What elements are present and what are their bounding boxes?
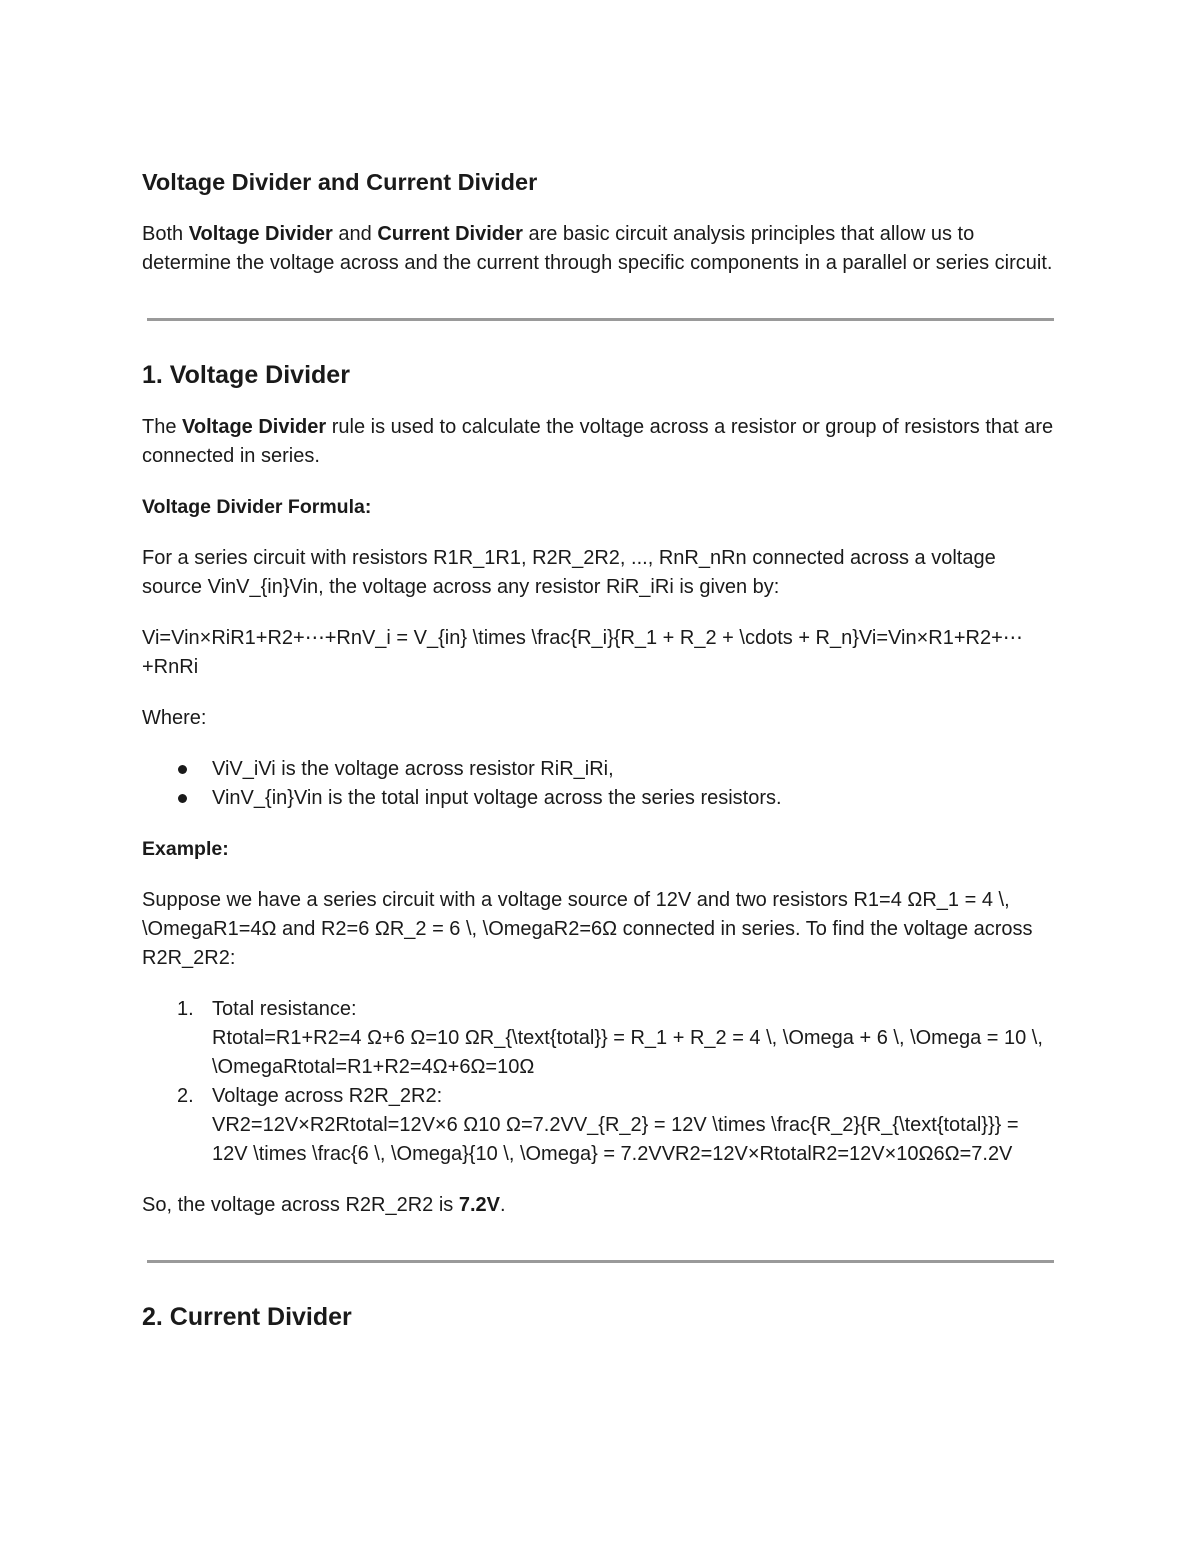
intro-text: are basic circuit analysis principles that allow us to determine the voltage across and the current through specific components in a parallel or series circuit. <box>142 223 1053 274</box>
list-item <box>142 995 1057 1082</box>
formula-intro: For a series circuit with resistors R1R_1R1, R2R_2R2, ..., RnR_nRn connected across a voltage source VinV_{in}Vin, the voltage across any resistor RiR_iRi is given by: <box>142 547 996 598</box>
example-steps <box>142 995 1057 1169</box>
section-heading-current-divider: 2. Current Divider <box>142 1303 352 1331</box>
intro-paragraph <box>142 220 1057 278</box>
step-label: Total resistance: <box>212 998 357 1020</box>
list-item <box>142 1082 1057 1169</box>
voltage-divider-description <box>142 413 1057 471</box>
desc-text: rule is used to calculate the voltage across a resistor or group of resistors that are connected in series. <box>142 416 1054 467</box>
step-detail: VR2=12V×R2Rtotal=12V×6 Ω10 Ω=7.2VV_{R_2} = 12V \times \frac{R_2}{R_{\text{total}}} = 12V \times \frac{6 \, \Omega}{10 \, \Omega} = 7.2VVR2=12V×RtotalR2=12V×10Ω6Ω=7.2V <box>212 1114 1019 1165</box>
step-number: 1. <box>177 998 194 1020</box>
conclusion-paragraph <box>142 1191 1057 1220</box>
bullet-icon <box>178 765 187 774</box>
formula-text: Vi=Vin×RiR1+R2+⋯+RnV_i = V_{in} \times \frac{R_i}{R_1 + R_2 + \cdots + R_n}Vi=Vin×R1+R2+⋯+RnRi <box>142 627 1023 678</box>
where-label: Where: <box>142 707 207 729</box>
desc-bold-voltage-divider: Voltage Divider <box>182 416 327 438</box>
list-item <box>142 784 1057 813</box>
document-page <box>142 166 1057 1355</box>
list-item-text: VinV_{in}Vin is the total input voltage across the series resistors. <box>212 787 782 809</box>
list-item-text: ViV_iVi is the voltage across resistor RiR_iRi, <box>212 758 614 780</box>
step-label: Voltage across R2R_2R2: <box>212 1085 443 1107</box>
step-number: 2. <box>177 1085 194 1107</box>
conclusion-bold-value: 7.2V <box>458 1194 500 1216</box>
bullet-icon <box>178 794 187 803</box>
example-heading: Example: <box>142 838 229 860</box>
step-detail: Rtotal=R1+R2=4 Ω+6 Ω=10 ΩR_{\text{total}} = R_1 + R_2 = 4 \, \Omega + 6 \, \Omega = 10 \, \OmegaRtotal=R1+R2=4Ω+6Ω=10Ω <box>212 1027 1043 1078</box>
document-title: Voltage Divider and Current Divider <box>142 169 538 195</box>
section-heading-voltage-divider: 1. Voltage Divider <box>142 361 350 389</box>
intro-bold-current-divider: Current Divider <box>377 223 523 245</box>
definition-list <box>142 755 1057 813</box>
intro-text: Both <box>142 223 189 245</box>
conclusion-text: . <box>499 1194 506 1216</box>
formula-heading: Voltage Divider Formula: <box>142 496 372 518</box>
desc-text: The <box>142 416 183 438</box>
example-text: Suppose we have a series circuit with a voltage source of 12V and two resistors R1=4 ΩR_1 = 4 \, \OmegaR1=4Ω and R2=6 ΩR_2 = 6 \, \OmegaR2=6Ω connected in series. To find the voltage across R2R_2R2: <box>142 889 1033 969</box>
intro-text: and <box>332 223 378 245</box>
conclusion-text: So, the voltage across R2R_2R2 is <box>142 1194 459 1216</box>
intro-bold-voltage-divider: Voltage Divider <box>188 223 333 245</box>
list-item <box>142 755 1057 784</box>
